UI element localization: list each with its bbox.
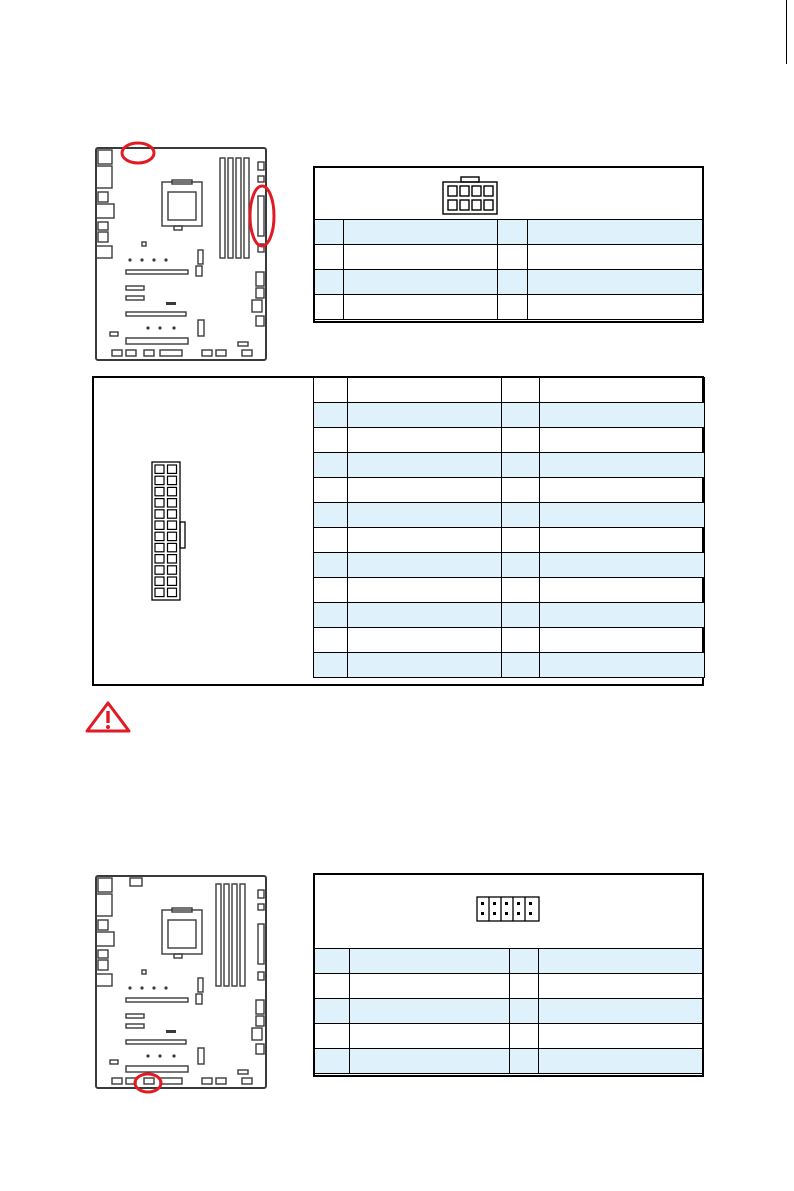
atx-pin-cell [155,510,164,518]
page-edge-marker [786,0,787,64]
atx-pin-cell [155,521,164,529]
table-row [315,949,703,974]
table-row [314,378,705,403]
atx-pin-cell [155,543,164,551]
atx-pin-cell [168,499,177,507]
atx-pin-cell [155,465,164,473]
table-row [314,528,705,553]
atx-pin-cell [155,555,164,563]
table-row [315,220,703,245]
table-row [314,628,705,653]
table-row [314,428,705,453]
atx-pin-cell [155,499,164,507]
atx-pin-cell [168,577,177,585]
atx-power-pinout [92,376,704,686]
atx-pin-cell [168,555,177,563]
atx-pin-cell [168,465,177,473]
table-row [314,503,705,528]
atx-pin-cell [168,588,177,596]
table-row [314,603,705,628]
table-row [314,578,705,603]
front-panel-pin-table [314,948,703,1074]
table-row [314,403,705,428]
warning-triangle-icon [84,700,132,734]
table-row [314,653,705,678]
table-row [315,270,703,295]
front-panel-pinout [313,873,704,1077]
atx-pin-cell [155,476,164,484]
table-row [315,974,703,999]
table-row [314,553,705,578]
atx-pin-cell [168,532,177,540]
atx-pin-cell [155,566,164,574]
atx-pin-cell [155,487,164,495]
motherboard-diagram-top [86,136,282,364]
motherboard-diagram-bottom [86,864,282,1096]
table-row [314,478,705,503]
table-row [315,295,703,320]
atx-pin-cell [168,543,177,551]
atx-power-connector-24pin-icon [150,460,190,602]
atx-power-pin-table [313,377,705,678]
atx-pin-cell [168,510,177,518]
atx-pin-cell [155,532,164,540]
atx-pin-cell [168,521,177,529]
table-row [315,245,703,270]
table-row [314,453,705,478]
table-row [315,1049,703,1074]
atx-pin-cell [155,588,164,596]
cpu-power-pin-table [314,219,703,320]
table-row [315,999,703,1024]
atx-pin-cell [168,487,177,495]
table-row [315,1024,703,1049]
atx-pin-cell [155,577,164,585]
atx-pin-cell [168,566,177,574]
cpu-power-connector-8pin-icon [441,174,501,216]
cpu-power-pinout [313,166,704,323]
atx-pin-cell [168,476,177,484]
front-panel-header-10pin-icon [475,895,541,923]
